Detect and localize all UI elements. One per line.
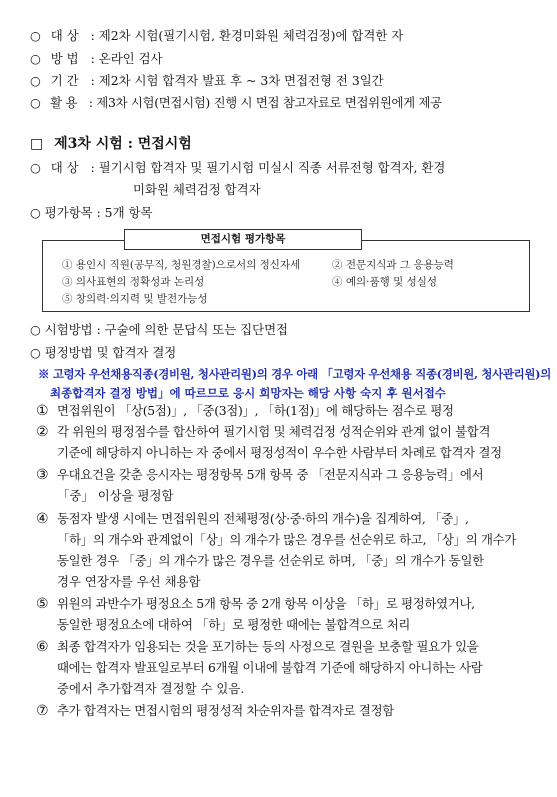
eval-item: ③ 의사표현의 정확성과 논리성	[62, 276, 205, 288]
exam-method: ○ 시험방법 : 구술에 의한 문답식 또는 집단면접	[30, 322, 289, 337]
eval-items-label: ○ 평가항목 : 5개 항목	[30, 205, 153, 220]
item-text: : 제3차 시험(면접시험) 진행 시 면접 참고자료로 면접위원에게 제공	[88, 95, 442, 110]
section-target	[30, 159, 445, 177]
item-label: 방 법	[50, 51, 79, 66]
item-text: : 제2차 시험 합격자 발표 후 ~ 3차 면접전형 전 3일간	[90, 73, 384, 88]
eval-item: ④ 예의·품행 및 성실성	[332, 276, 437, 288]
rule-number: ①	[36, 403, 49, 419]
eval-item: ② 전문지식과 그 응용능력	[332, 259, 454, 271]
top-item-usage	[30, 94, 442, 112]
eval-box-title: 면접시험 평가항목	[124, 229, 362, 250]
rule-number: ④	[36, 511, 49, 527]
rule-number: ②	[36, 424, 49, 440]
note-line: 최종합격자 결정 방법」에 따르므로 응시 희망자는 해당 사항 숙지 후 원서접수	[50, 386, 446, 400]
item-label: 대 상	[50, 160, 79, 175]
circle-bullet: ○	[30, 28, 41, 43]
rule-text: 「중」 이상을 평정함	[57, 488, 174, 503]
eval-item: ⑤ 창의력·의지력 및 발전가능성	[62, 293, 208, 305]
circle-bullet: ○	[30, 160, 41, 175]
rule-number: ⑥	[36, 639, 49, 655]
rule-text: 추가 합격자는 면접시험의 평정성적 차순위자를 합격자로 결정함	[57, 703, 394, 718]
top-item-method	[30, 50, 163, 68]
item-label: 대 상	[50, 28, 79, 43]
note-line: ※ 고령자 우선채용직종(경비원, 청사관리원)의 경우 아래 「고령자 우선채용 직종(경비원, 청사관리원)의	[38, 367, 551, 381]
item-text: : 필기시험 합격자 및 필기시험 미실시 직종 서류전형 합격자, 환경	[90, 160, 446, 175]
rule-text: 각 위원의 평정점수를 합산하여 필기시험 및 체력검정 성적순위와 관계 없이 불합격	[57, 424, 491, 439]
rule-text: 기준에 해당하지 아니하는 자 중에서 평정성적이 우수한 사람부터 차례로 합격자 결정	[57, 445, 502, 460]
rule-text: 경우 연장자를 우선 채용함	[57, 574, 201, 589]
item-label: 활 용	[50, 95, 78, 110]
rule-text: 중에서 추가합격자 결정할 수 있음.	[57, 681, 245, 696]
rule-text: 때에는 합격자 발표일로부터 6개월 이내에 불합격 기준에 해당하지 아니하는 사람	[57, 660, 483, 675]
section-target-cont: 미화원 체력검정 합격자	[133, 182, 261, 197]
rule-number: ⑦	[36, 703, 49, 719]
item-text: : 제2차 시험(필기시험, 환경미화원 체력검정)에 합격한 자	[90, 28, 404, 43]
section-title: 제3차 시험 : 면접시험	[54, 136, 192, 152]
rule-number: ③	[36, 467, 49, 483]
top-item-period	[30, 72, 384, 90]
rule-text: 우대요건을 갖춘 응시자는 평정항목 5개 항목 중 「전문지식과 그 응용능력」에서	[57, 467, 484, 482]
circle-bullet: ○	[30, 51, 41, 66]
section-heading	[30, 135, 192, 153]
rule-text: 위원의 과반수가 평정요소 5개 항목 중 2개 항목 이상을 「하」로 평정하였거나,	[57, 596, 475, 611]
rule-text: 동일한 평정요소에 대하여 「하」로 평정한 때에는 불합격으로 처리	[57, 617, 411, 632]
rule-number: ⑤	[36, 596, 49, 612]
circle-bullet: ○	[30, 73, 41, 88]
top-item-target	[30, 27, 403, 45]
eval-item: ① 용인시 직원(공무직, 청원경찰)으로서의 정신자세	[62, 259, 301, 271]
evaluation-method: ○ 평정방법 및 합격자 결정	[30, 345, 177, 360]
square-bullet: □	[30, 136, 44, 152]
rule-text: 동점자 발생 시에는 면접위원의 전체평정(상·중·하의 개수)을 집계하여, 「중」,	[57, 511, 469, 526]
item-label: 기 간	[50, 73, 79, 88]
rule-text: 「하」의 개수와 관계없이「상」의 개수가 많은 경우를 선순위로 하고, 「상」의 개수가	[57, 532, 517, 547]
circle-bullet: ○	[30, 95, 41, 110]
item-text: : 온라인 검사	[90, 51, 163, 66]
rule-text: 동일한 경우 「중」의 개수가 많은 경우를 선순위로 하며, 「중」의 개수가 동일한	[57, 553, 484, 568]
rule-text: 최종 합격자가 임용되는 것을 포기하는 등의 사정으로 결원을 보충할 필요가 있을	[57, 639, 479, 654]
rule-text: 면접위원이 「상(5점)」, 「중(3점)」, 「하(1점)」에 해당하는 점수로 평정	[57, 403, 454, 418]
